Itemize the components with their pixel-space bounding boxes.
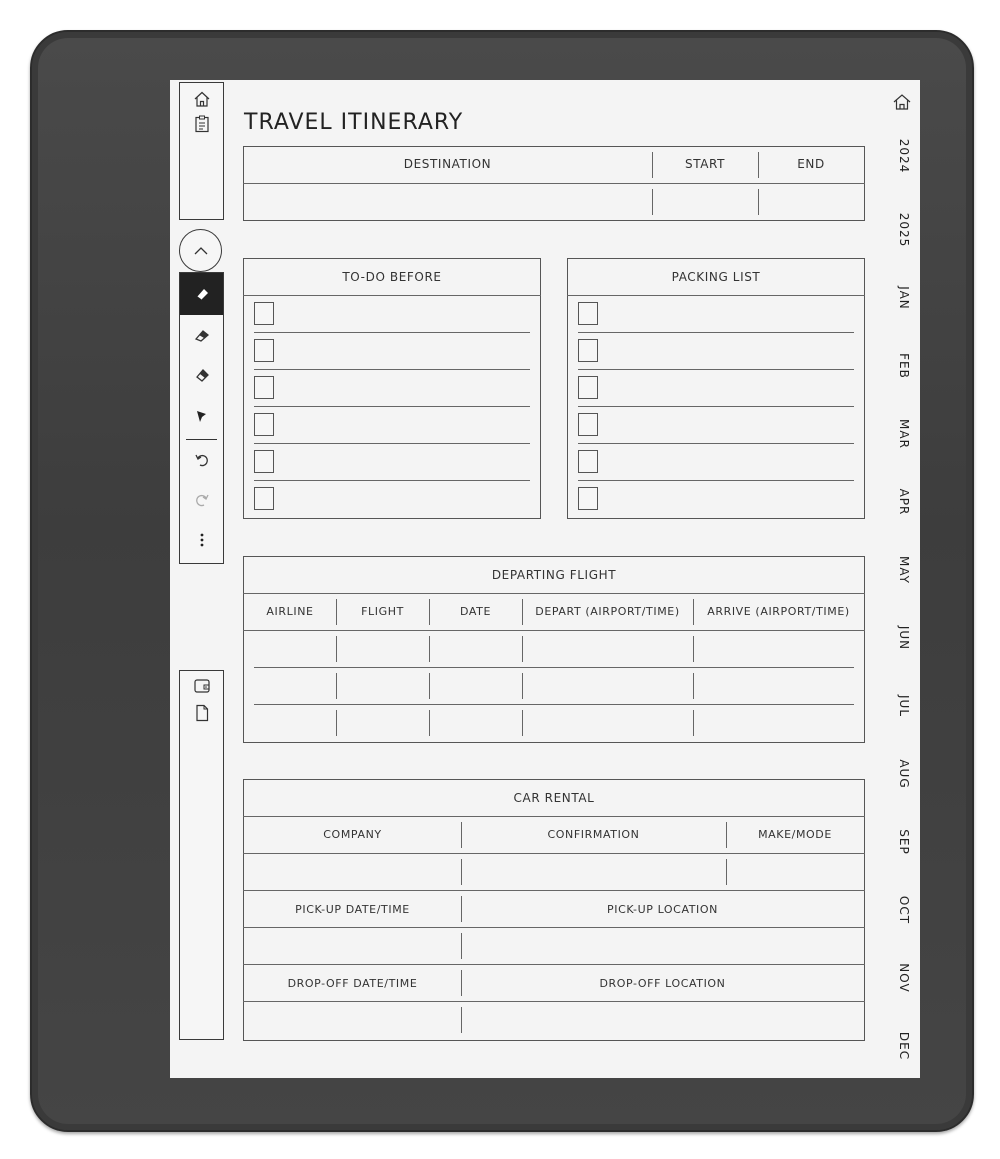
divider xyxy=(726,859,727,885)
table-row-line xyxy=(254,704,854,705)
packing-checkbox[interactable] xyxy=(578,413,598,436)
divider xyxy=(693,710,694,736)
start-date-field[interactable] xyxy=(653,184,757,220)
nav-month-may[interactable]: MAY xyxy=(897,556,911,584)
packing-checkbox[interactable] xyxy=(578,450,598,473)
divider xyxy=(243,816,865,817)
divider xyxy=(461,970,462,996)
divider xyxy=(336,673,337,699)
dropoff-datetime-header: DROP-OFF DATE/TIME xyxy=(287,977,418,990)
depart-header: DEPART (AIRPORT/TIME) xyxy=(535,605,680,618)
todo-checkbox[interactable] xyxy=(254,302,274,325)
pickup-datetime-header: PICK-UP DATE/TIME xyxy=(295,903,410,916)
divider xyxy=(243,927,865,928)
end-header: END xyxy=(797,157,825,171)
divider xyxy=(693,673,694,699)
divider xyxy=(726,822,727,848)
wallet-icon[interactable] xyxy=(180,676,223,696)
arrive-header: ARRIVE (AIRPORT/TIME) xyxy=(707,605,850,618)
todo-checkbox[interactable] xyxy=(254,376,274,399)
nav-month-feb[interactable]: FEB xyxy=(897,353,911,379)
highlighter-icon[interactable] xyxy=(180,319,223,351)
flight-header: FLIGHT xyxy=(361,605,404,618)
divider xyxy=(429,710,430,736)
divider xyxy=(429,636,430,662)
pen-tool-icon[interactable] xyxy=(180,273,223,315)
pickup-location-header: PICK-UP LOCATION xyxy=(607,903,718,916)
date-header: DATE xyxy=(459,605,492,618)
confirmation-header: CONFIRMATION xyxy=(547,828,640,841)
divider xyxy=(429,599,430,625)
notebook-icon[interactable] xyxy=(180,113,223,135)
divider xyxy=(461,896,462,922)
todo-line xyxy=(254,332,530,333)
divider xyxy=(522,599,523,625)
divider xyxy=(522,673,523,699)
screen xyxy=(170,80,920,1078)
more-icon[interactable] xyxy=(180,525,223,555)
nav-month-dec[interactable]: DEC xyxy=(897,1031,911,1061)
todo-checkbox[interactable] xyxy=(254,487,274,510)
nav-month-oct[interactable]: OCT xyxy=(897,895,911,925)
divider xyxy=(461,859,462,885)
company-header: COMPANY xyxy=(323,828,382,841)
redo-icon[interactable] xyxy=(180,485,223,515)
packing-checkbox[interactable] xyxy=(578,302,598,325)
todo-checkbox[interactable] xyxy=(254,339,274,362)
divider xyxy=(336,599,337,625)
packing-line xyxy=(578,332,854,333)
divider xyxy=(243,630,865,631)
divider xyxy=(461,822,462,848)
page-title: TRAVEL ITINERARY xyxy=(244,110,464,135)
divider xyxy=(336,710,337,736)
packing-checkbox[interactable] xyxy=(578,339,598,362)
nav-year-2025[interactable]: 2025 xyxy=(897,212,911,248)
destination-field[interactable] xyxy=(244,184,651,220)
home-icon[interactable] xyxy=(180,89,223,109)
home-nav-icon[interactable] xyxy=(892,92,912,116)
undo-icon[interactable] xyxy=(180,445,223,475)
nav-month-aug[interactable]: AUG xyxy=(897,759,911,789)
packing-title: PACKING LIST xyxy=(671,270,761,284)
divider xyxy=(461,933,462,959)
packing-checkbox[interactable] xyxy=(578,376,598,399)
airline-header: AIRLINE xyxy=(266,605,314,618)
divider xyxy=(693,599,694,625)
divider xyxy=(243,295,541,296)
toolbar-divider xyxy=(186,439,217,440)
destination-header: DESTINATION xyxy=(403,157,492,171)
todo-line xyxy=(254,480,530,481)
dropoff-location-header: DROP-OFF LOCATION xyxy=(599,977,726,990)
todo-line xyxy=(254,369,530,370)
pen-toolbar xyxy=(179,272,224,564)
packing-line xyxy=(578,369,854,370)
divider xyxy=(243,593,865,594)
eraser-icon[interactable] xyxy=(180,359,223,391)
divider xyxy=(693,636,694,662)
packing-line xyxy=(578,480,854,481)
divider xyxy=(461,1007,462,1033)
nav-month-apr[interactable]: APR xyxy=(897,488,911,516)
make-header: MAKE/MODE xyxy=(758,828,832,841)
nav-month-jan[interactable]: JAN xyxy=(897,286,911,310)
nav-year-2024[interactable]: 2024 xyxy=(897,138,911,174)
end-date-field[interactable] xyxy=(759,184,864,220)
todo-checkbox[interactable] xyxy=(254,413,274,436)
marker-icon[interactable] xyxy=(180,400,223,432)
divider xyxy=(243,964,865,965)
quick-nav-toolbar xyxy=(179,82,224,220)
todo-checkbox[interactable] xyxy=(254,450,274,473)
flight-title: DEPARTING FLIGHT xyxy=(491,568,617,582)
table-row-line xyxy=(254,667,854,668)
packing-line xyxy=(578,406,854,407)
nav-month-jul[interactable]: JUL xyxy=(897,694,911,718)
divider xyxy=(243,1001,865,1002)
divider xyxy=(522,636,523,662)
divider xyxy=(567,295,865,296)
start-header: START xyxy=(684,157,726,171)
nav-month-mar[interactable]: MAR xyxy=(897,419,911,449)
nav-month-sep[interactable]: SEP xyxy=(897,829,911,855)
todo-title: TO-DO BEFORE xyxy=(342,270,442,284)
nav-month-jun[interactable]: JUN xyxy=(897,625,911,651)
todo-line xyxy=(254,406,530,407)
collapse-toolbar-button[interactable] xyxy=(179,229,222,272)
packing-checkbox[interactable] xyxy=(578,487,598,510)
page-icon[interactable] xyxy=(180,701,223,725)
page-toolbar xyxy=(179,670,224,1040)
nav-month-nov[interactable]: NOV xyxy=(897,963,911,993)
packing-line xyxy=(578,443,854,444)
divider xyxy=(243,890,865,891)
divider xyxy=(429,673,430,699)
car-rental-title: CAR RENTAL xyxy=(513,791,595,805)
divider xyxy=(243,853,865,854)
chevron-up-icon xyxy=(193,246,209,256)
divider xyxy=(336,636,337,662)
divider xyxy=(522,710,523,736)
todo-line xyxy=(254,443,530,444)
